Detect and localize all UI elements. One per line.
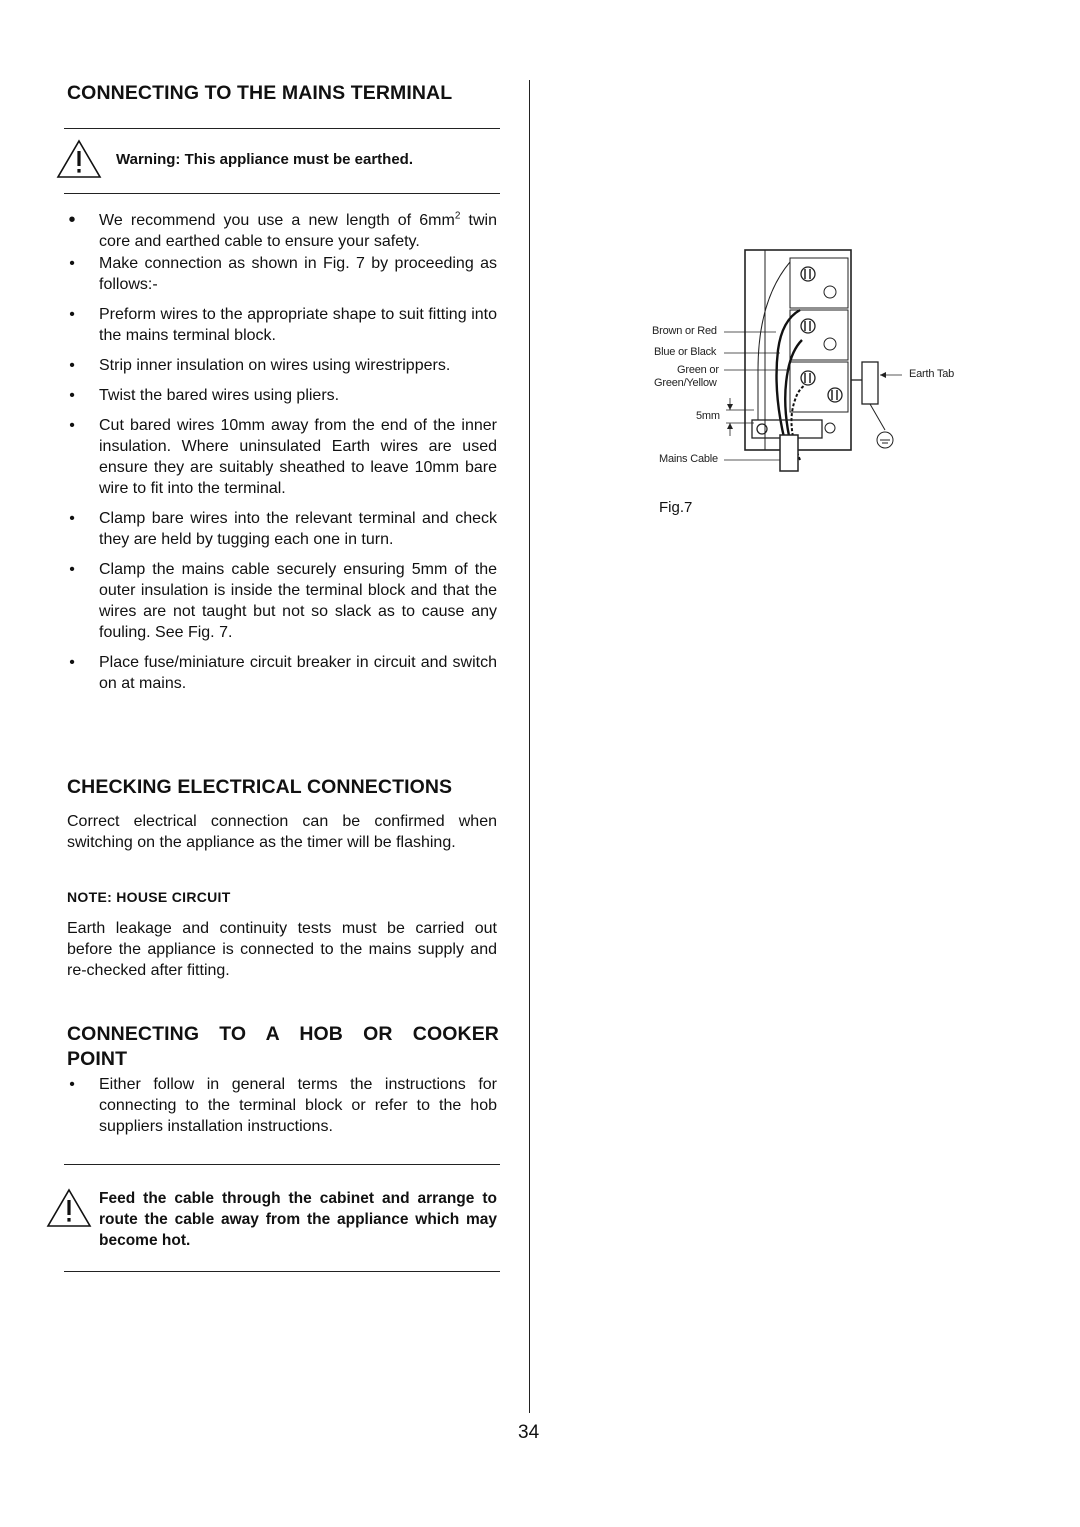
terminal-screw — [828, 388, 842, 402]
note-body-text: Earth leakage and continuity tests must be carried out before the appliance is connected to the mains supply and re-checked after fitting. — [67, 920, 497, 979]
section-heading-checking-connections: CHECKING ELECTRICAL CONNECTIONS — [67, 776, 453, 798]
label-5mm: 5mm — [696, 410, 720, 422]
list-item — [67, 508, 497, 550]
label-blue-or-black: Blue or Black — [654, 346, 717, 358]
step-text: Twist the bared wires using pliers. — [99, 387, 340, 404]
terminal-compartment — [790, 258, 848, 308]
column-divider — [529, 80, 530, 1413]
step-text: Preform wires to the appropriate shape to suit fitting into the mains terminal block. — [99, 306, 497, 344]
label-earth-tab: Earth Tab — [909, 368, 955, 380]
mains-cable — [780, 435, 798, 471]
terminal-screw — [801, 267, 815, 281]
bullet-icon: • — [69, 357, 75, 374]
step-text: Clamp bare wires into the relevant terminal and check they are held by tugging each one in turn. — [99, 510, 497, 548]
terminal-block-diagram — [640, 240, 980, 480]
warning-triangle-icon — [46, 1188, 92, 1228]
bullet-icon: • — [69, 387, 75, 404]
earthing-warning-text: Warning: This appliance must be earthed. — [116, 151, 413, 168]
step-text: Strip inner insulation on wires using wirestrippers. — [99, 357, 451, 374]
earth-lead — [870, 404, 885, 430]
terminal-hole — [825, 423, 835, 433]
section-heading-mains-terminal: CONNECTING TO THE MAINS TERMINAL — [67, 82, 453, 104]
step-text: Either follow in general terms the instructions for connecting to the terminal block or refer to the hob suppliers installation instructions. — [99, 1076, 497, 1135]
hob-cooker-steps — [67, 1074, 497, 1146]
arrowhead-icon — [727, 404, 733, 410]
list-item — [67, 415, 497, 499]
page-number: 34 — [518, 1422, 540, 1443]
terminal-screw — [801, 371, 815, 385]
list-item — [67, 385, 497, 406]
bullet-icon: • — [69, 654, 75, 671]
label-brown-or-red: Brown or Red — [652, 325, 717, 337]
terminal-hole — [824, 338, 836, 350]
rule-after-warning — [64, 193, 500, 194]
terminal-hole — [824, 286, 836, 298]
note-heading: NOTE: HOUSE CIRCUIT — [67, 889, 231, 905]
list-item — [67, 1074, 497, 1137]
warning-triangle-icon — [56, 139, 102, 179]
section-heading-hob-cooker-point: CONNECTING TO A HOB OR COOKER POINT — [67, 1023, 499, 1070]
list-item — [67, 652, 497, 694]
label-green-yellow: Green/Yellow — [654, 377, 717, 389]
label-green-or: Green or — [677, 364, 719, 376]
superscript: 2 — [454, 210, 461, 222]
terminal-screw — [801, 319, 815, 333]
step-text: Cut bared wires 10mm away from the end of the inner insulation. Where uninsulated Earth wires are used ensure they are suitably sheathed to leave 10mm bare wire to fit into the terminal. — [99, 417, 497, 497]
earth-tab — [862, 362, 878, 404]
bullet-icon: • — [69, 417, 75, 434]
arrowhead-icon — [727, 423, 733, 429]
step-text: Clamp the mains cable securely ensuring 5mm of the outer insulation is inside the terminal block and that the wires are not taught but not so slack as to cause any fouling. See Fig. 7. — [99, 561, 497, 641]
rule-before-cable-warning — [64, 1164, 500, 1165]
list-item — [67, 559, 497, 643]
bullet-icon: • — [69, 306, 75, 323]
label-mains-cable: Mains Cable — [659, 453, 718, 465]
mains-terminal-steps — [67, 210, 497, 703]
rule-top — [64, 128, 500, 129]
list-item — [67, 210, 497, 252]
list-item — [67, 304, 497, 346]
bullet-icon: • — [69, 561, 75, 578]
step-text: Make connection as shown in Fig. 7 by proceeding as follows:- — [99, 255, 497, 293]
step-text: We recommend you use a new length of 6mm — [99, 212, 455, 229]
bullet-icon: • — [69, 510, 75, 527]
arrowhead-icon — [880, 372, 886, 378]
terminal-compartment — [790, 362, 848, 412]
step-text: Place fuse/miniature circuit breaker in circuit and switch on at mains. — [99, 654, 497, 692]
terminal-compartment — [790, 310, 848, 360]
bullet-icon: • — [69, 1076, 75, 1093]
step-text-tail: twin core and earthed cable to ensure your safety. — [99, 212, 497, 250]
checking-body-text: Correct electrical connection can be confirmed when switching on the appliance as the timer will be flashing. — [67, 813, 497, 851]
bullet-icon: • — [69, 255, 75, 272]
list-item — [67, 253, 497, 295]
list-item — [67, 355, 497, 376]
figure-caption: Fig.7 — [659, 499, 693, 516]
rule-bottom — [64, 1271, 500, 1272]
bullet-icon: • — [68, 209, 76, 231]
cable-routing-warning-text: Feed the cable through the cabinet and arrange to route the cable away from the appliance which may become hot. — [99, 1190, 497, 1249]
